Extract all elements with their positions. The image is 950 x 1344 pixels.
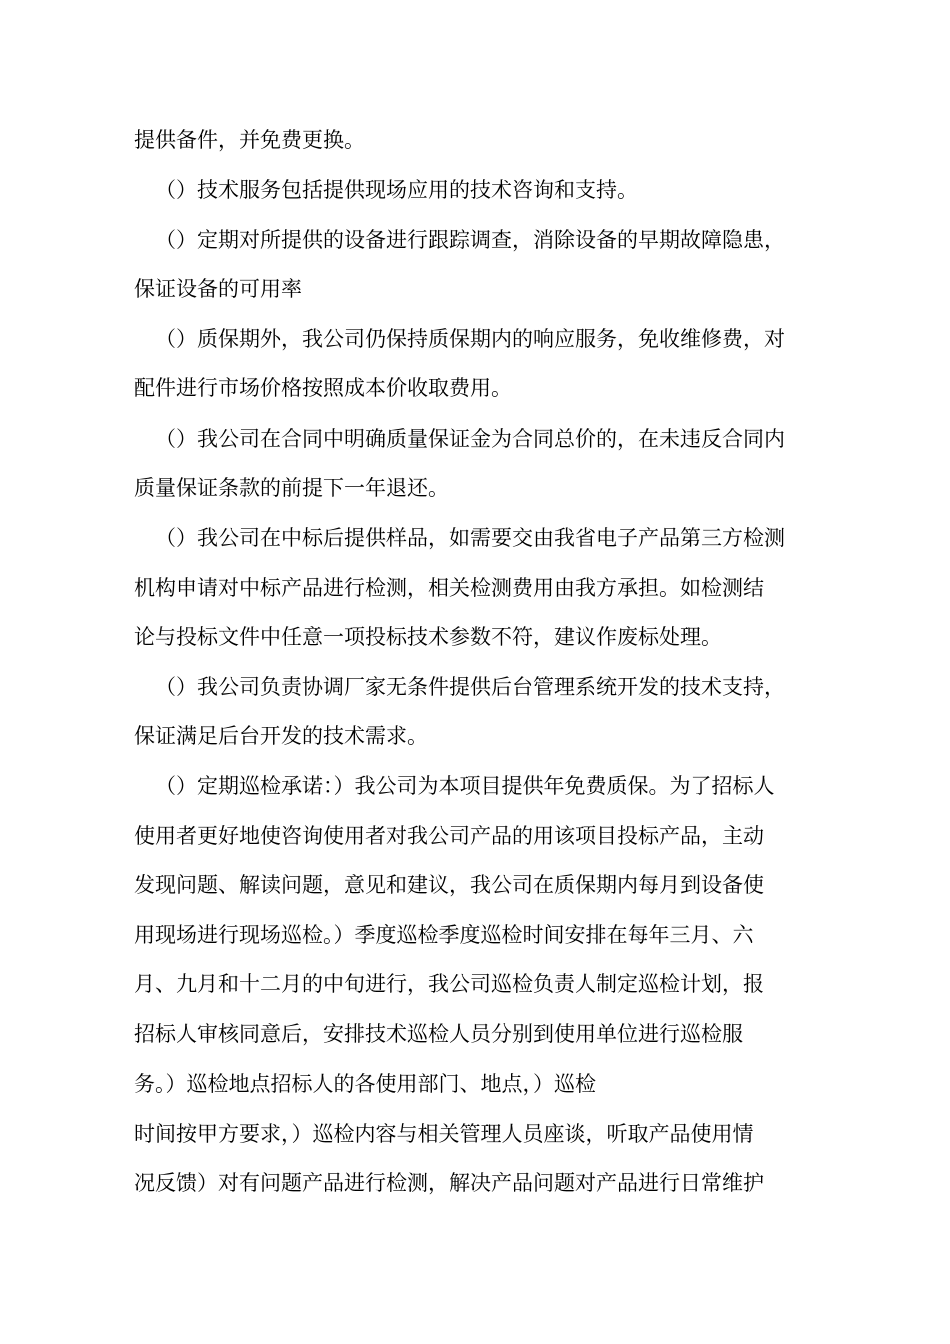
text-line: 提供备件，并免费更换。 — [134, 128, 365, 152]
text-line: （）我公司负责协调厂家无条件提供后台管理系统开发的技术支持， — [155, 675, 785, 699]
text-line: 机构申请对中标产品进行检测，相关检测费用由我方承担。如检测结 — [134, 576, 764, 600]
text-line: 保证满足后台开发的技术需求。 — [134, 724, 428, 748]
text-line: （）定期巡检承诺：）我公司为本项目提供年免费质保。为了招标人 — [155, 774, 775, 798]
text-line: 月、九月和十二月的中旬进行，我公司巡检负责人制定巡检计划，报 — [134, 972, 764, 996]
text-line: （）技术服务包括提供现场应用的技术咨询和支持。 — [155, 178, 638, 202]
text-line: 招标人审核同意后，安排技术巡检人员分别到使用单位进行巡检服 — [134, 1022, 743, 1046]
text-line: 发现问题、解读问题，意见和建议，我公司在质保期内每月到设备使 — [134, 873, 764, 897]
text-line: 务。）巡检地点招标人的各使用部门、地点，）巡检 — [134, 1072, 596, 1096]
text-line: 保证设备的可用率 — [134, 277, 302, 301]
text-line: （）质保期外，我公司仍保持质保期内的响应服务，免收维修费，对 — [155, 327, 785, 351]
text-line: 用现场进行现场巡检。）季度巡检季度巡检时间安排在每年三月、六 — [134, 923, 754, 947]
text-line: 质量保证条款的前提下一年退还。 — [134, 476, 449, 500]
text-line: 论与投标文件中任意一项投标技术参数不符，建议作废标处理。 — [134, 625, 722, 649]
text-line: （）定期对所提供的设备进行跟踪调查，消除设备的早期故障隐患， — [155, 228, 785, 252]
text-line: 配件进行市场价格按照成本价收取费用。 — [134, 376, 512, 400]
text-line: （）我公司在合同中明确质量保证金为合同总价的，在未违反合同内 — [155, 427, 785, 451]
text-line: 使用者更好地使咨询使用者对我公司产品的用该项目投标产品，主动 — [134, 824, 764, 848]
text-line: 时间按甲方要求，）巡检内容与相关管理人员座谈，听取产品使用情 — [134, 1122, 754, 1146]
text-line: （）我公司在中标后提供样品，如需要交由我省电子产品第三方检测 — [155, 526, 785, 550]
text-line: 况反馈）对有问题产品进行检测，解决产品问题对产品进行日常维护 — [134, 1171, 764, 1195]
